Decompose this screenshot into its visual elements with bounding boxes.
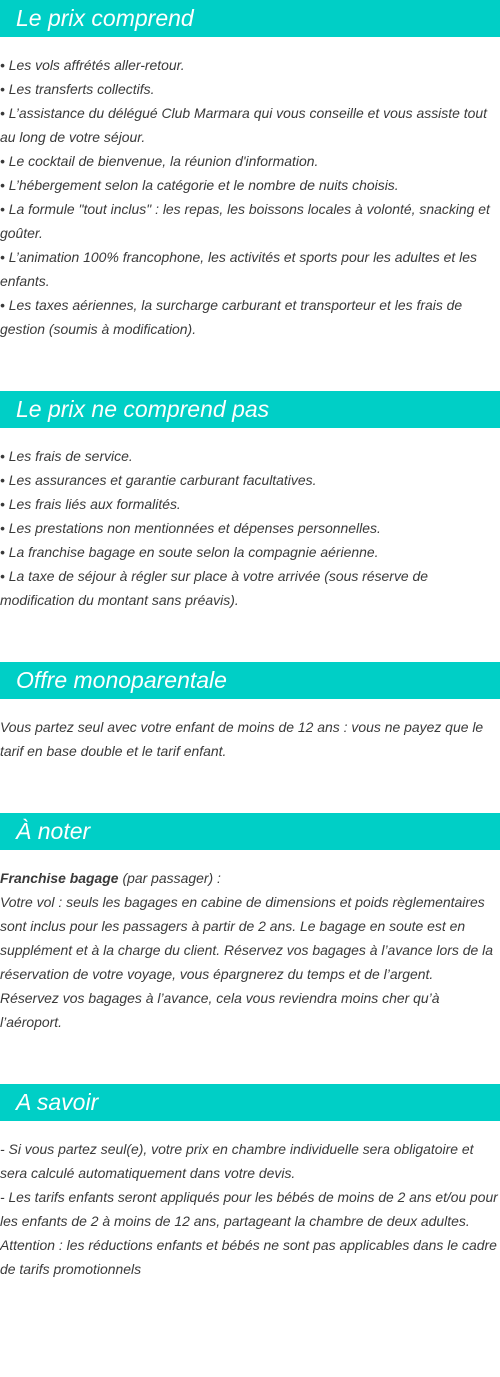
section-header-prix-comprend [0,0,500,37]
list-item: gestion (soumis à modification). [0,321,197,337]
list-item: • Les assurances et garantie carburant facultatives. [0,472,317,488]
franchise-bagage-qualifier: (par passager) : [118,870,221,886]
list-item: • Le cocktail de bienvenue, la réunion d'information. [0,153,319,169]
section-title: Offre monoparentale [16,667,227,693]
paragraph-line: supplément et à la charge du client. Réservez vos bagages à l’avance lors de la [0,942,493,958]
paragraph-line: Attention : les réductions enfants et bébés ne sont pas applicables dans le cadre [0,1237,497,1253]
franchise-bagage-heading [0,866,498,890]
section-body-a-noter [0,866,500,1034]
section-title: À noter [16,818,91,844]
franchise-bagage-label: Franchise bagage [0,870,119,886]
section-body-a-savoir [0,1137,500,1281]
list-item: • Les prestations non mentionnées et dépenses personnelles. [0,520,381,536]
list-item: • Les taxes aériennes, la surcharge carburant et transporteur et les frais de [0,297,463,313]
section-body-prix-ne-comprend-pas [0,444,500,612]
list-item: • Les transferts collectifs. [0,81,155,97]
list-item: modification du montant sans préavis). [0,592,239,608]
list-item: enfants. [0,273,50,289]
paragraph-line: - Les tarifs enfants seront appliqués pour les bébés de moins de 2 ans et/ou pour [0,1189,498,1205]
section-title: Le prix ne comprend pas [16,396,270,422]
section-header-prix-ne-comprend-pas [0,391,500,428]
list-item: • La taxe de séjour à régler sur place à votre arrivée (sous réserve de [0,568,429,584]
paragraph-line: de tarifs promotionnels [0,1261,142,1277]
paragraph-line: réservation de votre voyage, vous épargnerez du temps et de l’argent. [0,966,434,982]
paragraph-line: Votre vol : seuls les bagages en cabine de dimensions et poids règlementaires [0,894,485,910]
paragraph-line: l’aéroport. [0,1014,63,1030]
list-item: • Les frais de service. [0,448,133,464]
paragraph-line: les enfants de 2 à moins de 12 ans, partageant la chambre de deux adultes. [0,1213,470,1229]
paragraph-line: Réservez vos bagages à l’avance, cela vous reviendra moins cher qu’à [0,990,440,1006]
section-title: Le prix comprend [16,5,194,31]
list-item: • L’hébergement selon la catégorie et le nombre de nuits choisis. [0,177,399,193]
section-header-a-noter [0,813,500,850]
paragraph-line: sont inclus pour les passagers à partir de 2 ans. Le bagage en soute est en [0,918,466,934]
section-body-offre-monoparentale [0,715,500,763]
list-item: • L’animation 100% francophone, les activités et sports pour les adultes et les [0,249,477,265]
paragraph-line: sera calculé automatiquement dans votre devis. [0,1165,296,1181]
list-item: • Les frais liés aux formalités. [0,496,181,512]
section-title: A savoir [16,1089,99,1115]
section-header-a-savoir [0,1084,500,1121]
list-item: • La franchise bagage en soute selon la compagnie aérienne. [0,544,379,560]
list-item: goûter. [0,225,43,241]
list-item: • L’assistance du délégué Club Marmara qui vous conseille et vous assiste tout [0,105,487,121]
paragraph-line: - Si vous partez seul(e), votre prix en chambre individuelle sera obligatoire et [0,1141,474,1157]
paragraph-line: Vous partez seul avec votre enfant de moins de 12 ans : vous ne payez que le [0,719,484,735]
list-item: • La formule "tout inclus" : les repas, les boissons locales à volonté, snacking et [0,201,490,217]
section-header-offre-monoparentale [0,662,500,699]
list-item: au long de votre séjour. [0,129,146,145]
paragraph-line: tarif en base double et le tarif enfant. [0,743,227,759]
list-item: • Les vols affrétés aller-retour. [0,57,185,73]
section-body-prix-comprend [0,53,500,341]
